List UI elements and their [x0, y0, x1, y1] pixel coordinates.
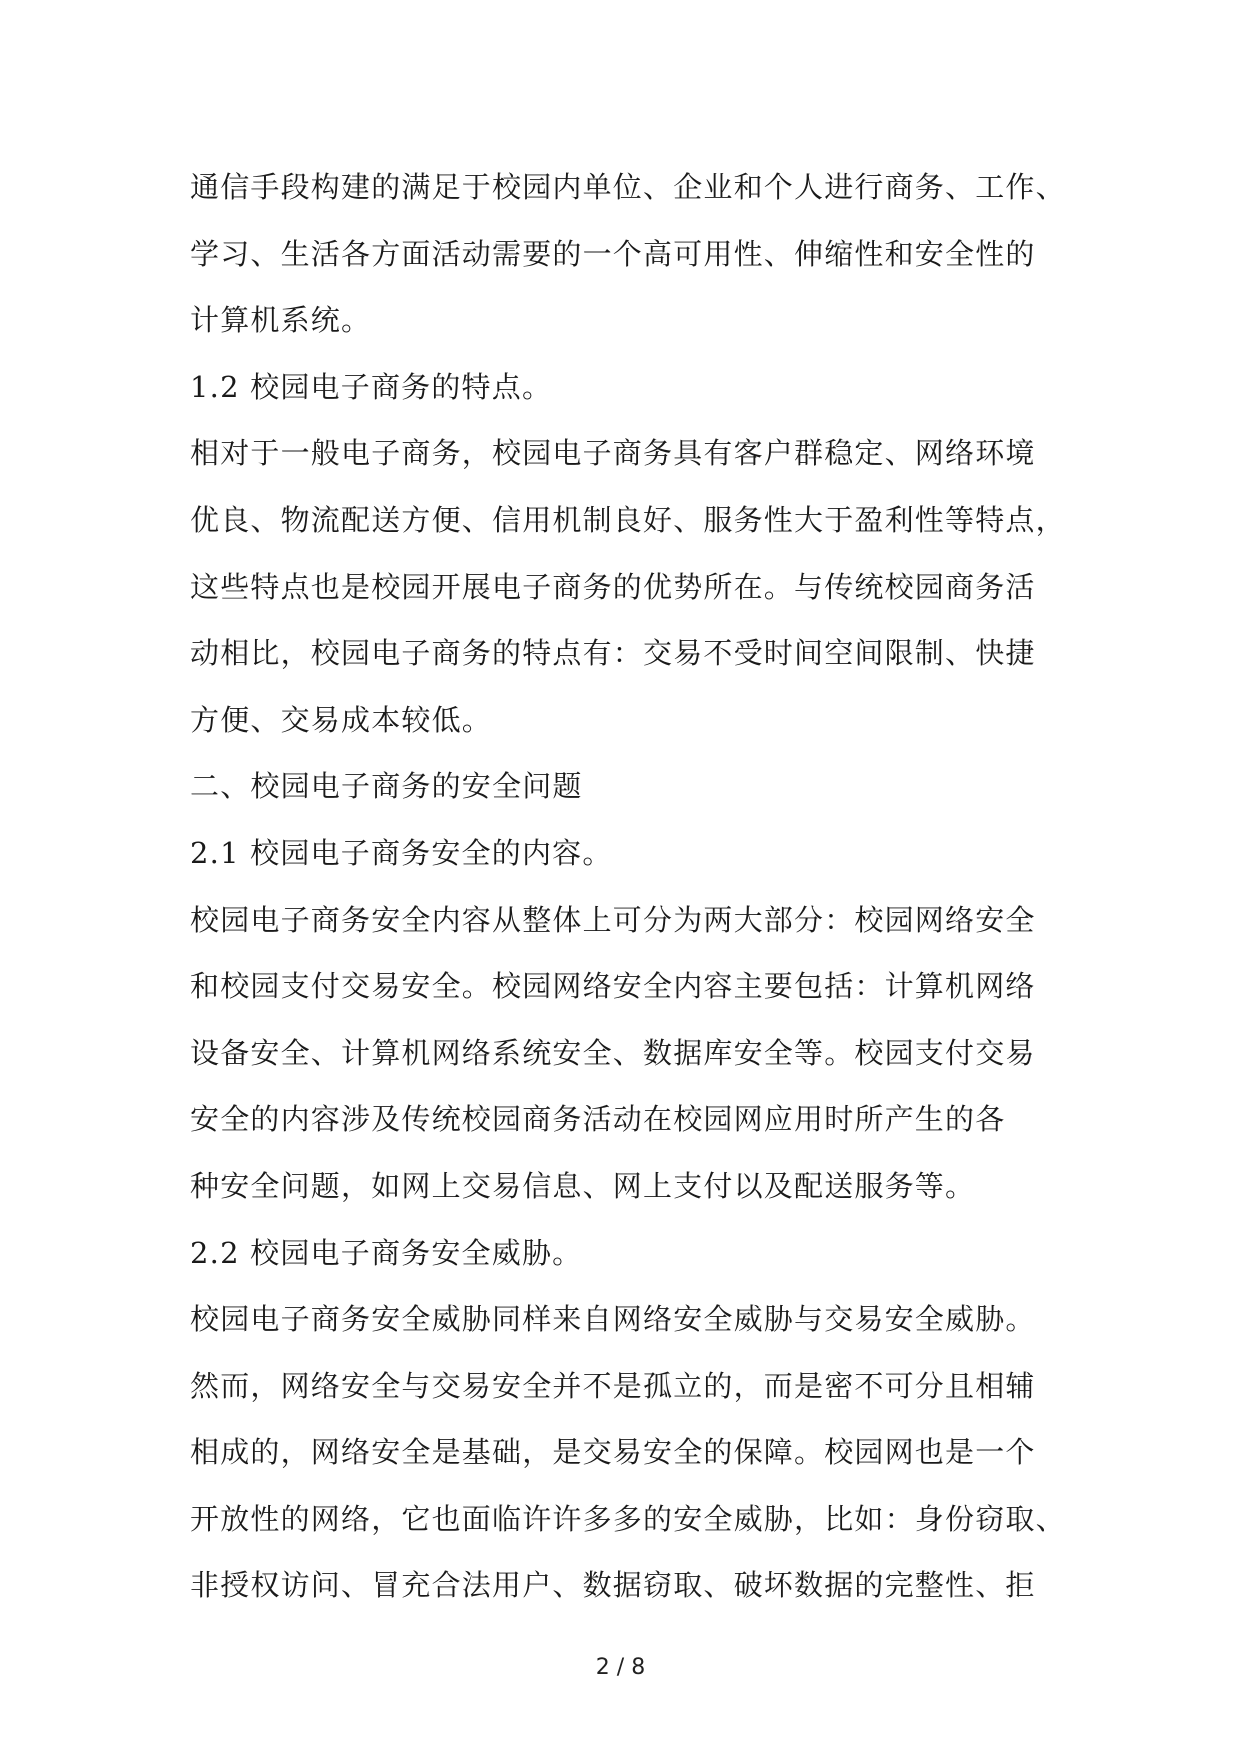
- body-text: [190, 154, 1066, 1619]
- text-line: 种安全问题，如网上交易信息、网上支付以及配送服务等。: [190, 1168, 976, 1203]
- text-line: 然而，网络安全与交易安全并不是孤立的，而是密不可分且相辅: [190, 1368, 1036, 1403]
- section-heading: 2.1 校园电子商务安全的内容。: [190, 835, 613, 870]
- section-heading: 1.2 校园电子商务的特点。: [190, 369, 553, 404]
- page-number: 2 / 8: [595, 1655, 646, 1680]
- text-line: 设备安全、计算机网络系统安全、数据库安全等。校园支付交易: [190, 1035, 1036, 1070]
- text-line: 校园电子商务安全内容从整体上可分为两大部分：校园网络安全: [190, 902, 1036, 937]
- text-line: 和校园支付交易安全。校园网络安全内容主要包括：计算机网络: [190, 969, 1036, 1004]
- text-line: 优良、物流配送方便、信用机制良好、服务性大于盈利性等特点，: [190, 502, 1066, 537]
- text-line: 相对于一般电子商务，校园电子商务具有客户群稳定、网络环境: [190, 436, 1036, 471]
- section-heading: 2.2 校园电子商务安全威胁。: [190, 1235, 583, 1270]
- text-line: 动相比，校园电子商务的特点有：交易不受时间空间限制、快捷: [190, 636, 1036, 671]
- text-line: 这些特点也是校园开展电子商务的优势所在。与传统校园商务活: [190, 569, 1036, 604]
- text-line: 相成的，网络安全是基础，是交易安全的保障。校园网也是一个: [190, 1435, 1036, 1470]
- text-line: 非授权访问、冒充合法用户、数据窃取、破坏数据的完整性、拒: [190, 1568, 1036, 1603]
- chapter-heading: 二、校园电子商务的安全问题: [190, 769, 583, 804]
- text-line: 开放性的网络，它也面临许许多多的安全威胁，比如：身份窃取、: [190, 1501, 1066, 1536]
- text-line: 计算机系统。: [190, 303, 372, 338]
- text-line: 方便、交易成本较低。: [190, 702, 493, 737]
- text-line: 安全的内容涉及传统校园商务活动在校园网应用时所产生的各: [190, 1102, 1006, 1137]
- text-line: 学习、生活各方面活动需要的一个高可用性、伸缩性和安全性的: [190, 236, 1036, 271]
- text-line: 校园电子商务安全威胁同样来自网络安全威胁与交易安全威胁。: [190, 1302, 1036, 1337]
- text-line: 通信手段构建的满足于校园内单位、企业和个人进行商务、工作、: [190, 170, 1066, 204]
